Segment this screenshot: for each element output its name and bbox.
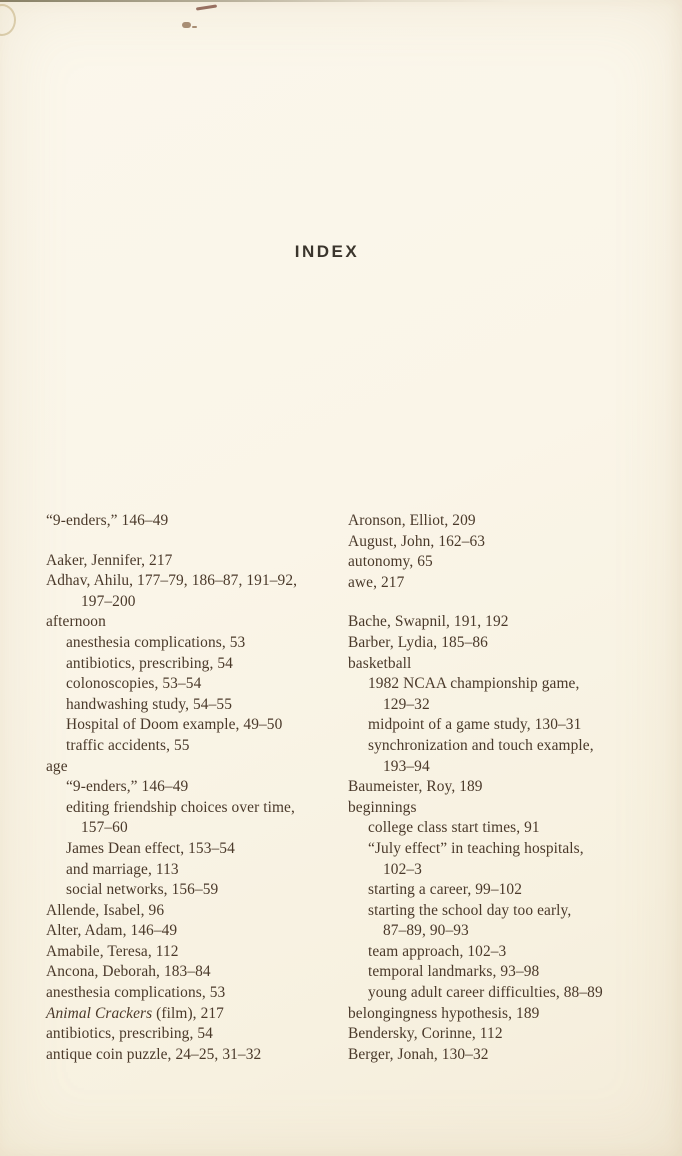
index-entry-line: Berger, Jonah, 130–32 — [348, 1045, 489, 1063]
index-entry-line: antique coin puzzle, 24–25, 31–32 — [46, 1045, 262, 1063]
index-entry-line: Barber, Lydia, 185–86 — [348, 633, 488, 651]
index-entry-line: Ancona, Deborah, 183–84 — [46, 963, 211, 981]
index-entry-line: 87–89, 90–93 — [383, 922, 469, 940]
index-entry-line: Bendersky, Corinne, 112 — [348, 1025, 503, 1043]
index-entry-line: 102–3 — [383, 860, 422, 878]
index-entry-line: Hospital of Doom example, 49–50 — [66, 716, 283, 734]
index-entry-line: anesthesia complications, 53 — [46, 984, 226, 1002]
index-entry-line: antibiotics, prescribing, 54 — [66, 654, 233, 672]
ink-smudge-small — [182, 22, 191, 28]
index-entry-line: anesthesia complications, 53 — [66, 633, 246, 651]
index-entry-line: Bache, Swapnil, 191, 192 — [348, 613, 509, 631]
index-entry-line: team approach, 102–3 — [368, 942, 507, 960]
index-entry-line: 157–60 — [81, 819, 128, 837]
index-entry-line: James Dean effect, 153–54 — [66, 839, 235, 857]
index-entry-line: starting the school day too early, — [368, 901, 572, 919]
index-entry-line: awe, 217 — [348, 573, 405, 591]
index-entry-line: 129–32 — [383, 695, 430, 713]
index-entry-line: Allende, Isabel, 96 — [46, 901, 165, 919]
index-entry-line: 1982 NCAA championship game, — [368, 675, 580, 693]
index-entry-line: social networks, 156–59 — [66, 881, 219, 899]
index-column-right — [348, 511, 682, 1065]
index-entry-line: antibiotics, prescribing, 54 — [46, 1025, 213, 1043]
index-entry-line: Aronson, Elliot, 209 — [348, 512, 476, 529]
index-entry-line: college class start times, 91 — [368, 819, 540, 837]
index-entry-line: editing friendship choices over time, — [66, 798, 295, 816]
index-entry-line: synchronization and touch example, — [368, 736, 594, 754]
index-entry-line: belongingness hypothesis, 189 — [348, 1004, 540, 1022]
index-heading: INDEX — [294, 242, 360, 261]
index-entry-line: Animal Crackers (film), 217 — [46, 1004, 224, 1022]
index-entry-line: beginnings — [348, 798, 417, 816]
index-entry-line: young adult career difficulties, 88–89 — [368, 984, 603, 1002]
index-entry-line: colonoscopies, 53–54 — [66, 675, 202, 693]
index-entry-line: basketball — [348, 654, 412, 672]
ink-smudge — [196, 4, 217, 10]
index-entry-line: Baumeister, Roy, 189 — [348, 778, 483, 796]
index-entry-line: 193–94 — [383, 757, 430, 775]
index-entry-spacer — [46, 532, 348, 551]
index-entry-line: Alter, Adam, 146–49 — [46, 922, 178, 940]
index-entry-spacer — [348, 593, 682, 612]
index-entry-line: temporal landmarks, 93–98 — [368, 963, 540, 981]
index-entry-line: “9-enders,” 146–49 — [66, 778, 189, 796]
index-entry-line: age — [46, 757, 68, 775]
index-entry-line: Adhav, Ahilu, 177–79, 186–87, 191–92, — [46, 572, 298, 590]
scan-top-edge-artifact — [0, 0, 682, 2]
corner-arc-mark — [0, 4, 16, 36]
index-entry-line: midpoint of a game study, 130–31 — [368, 716, 582, 734]
index-entry-line: “July effect” in teaching hospitals, — [368, 839, 584, 857]
index-entry-line: Amabile, Teresa, 112 — [46, 942, 179, 960]
index-entry-line: traffic accidents, 55 — [66, 736, 190, 754]
index-column-left — [46, 511, 348, 1065]
index-entry-line: starting a career, 99–102 — [368, 881, 523, 899]
index-entry-line: handwashing study, 54–55 — [66, 695, 232, 713]
index-entry-line: Aaker, Jennifer, 217 — [46, 551, 173, 569]
index-entry-line: 197–200 — [81, 592, 136, 610]
index-entry-line: “9-enders,” 146–49 — [46, 512, 169, 529]
index-entry-line: August, John, 162–63 — [348, 532, 486, 550]
index-entry-line: afternoon — [46, 613, 106, 631]
index-entry-line: autonomy, 65 — [348, 553, 433, 571]
index-entry-line: and marriage, 113 — [66, 860, 179, 878]
